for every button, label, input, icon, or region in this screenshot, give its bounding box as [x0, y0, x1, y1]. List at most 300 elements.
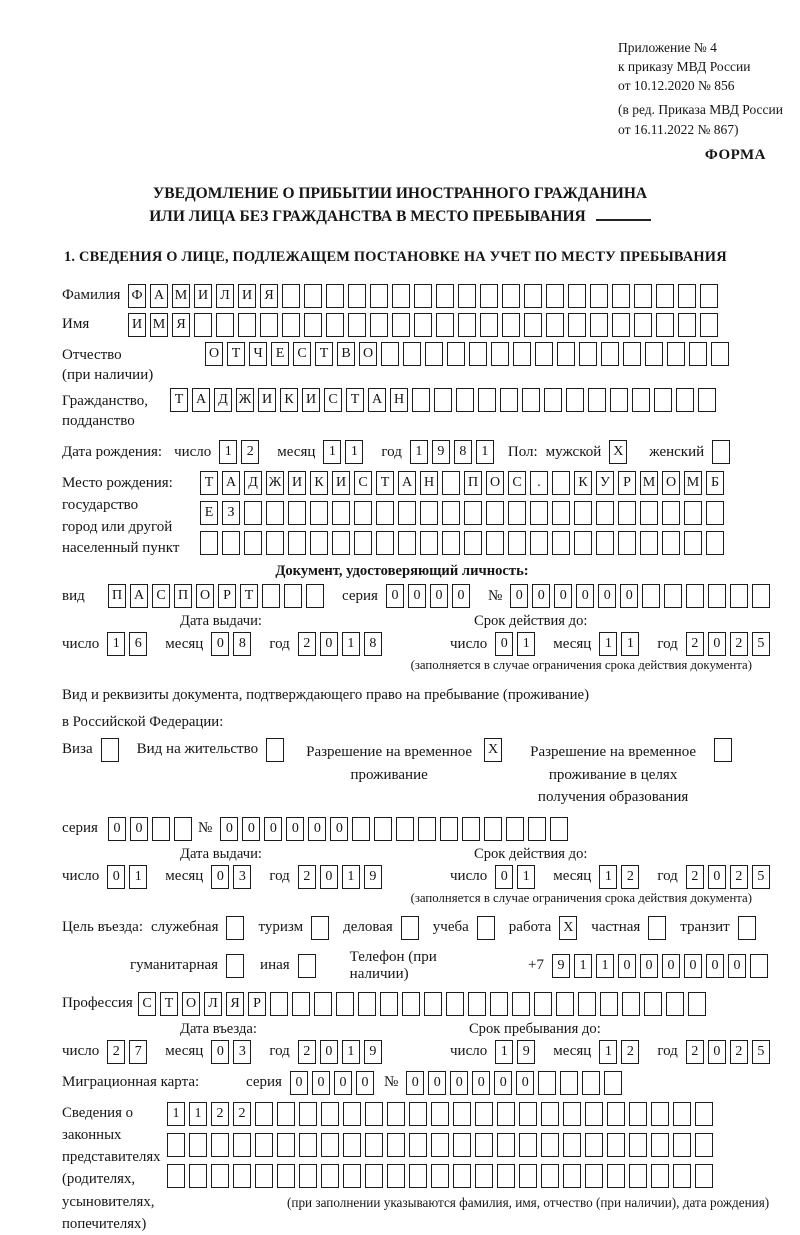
char-cell[interactable]	[282, 313, 300, 337]
char-cell[interactable]	[475, 1102, 493, 1126]
char-cell[interactable]	[414, 284, 432, 308]
char-cell[interactable]	[374, 817, 392, 841]
char-cell[interactable]	[304, 313, 322, 337]
char-cell[interactable]: Ф	[128, 284, 146, 308]
char-cell[interactable]	[634, 284, 652, 308]
char-cell[interactable]	[667, 342, 685, 366]
char-cell[interactable]	[560, 1071, 578, 1095]
char-cell[interactable]	[365, 1133, 383, 1157]
char-cell[interactable]	[686, 584, 704, 608]
char-cell[interactable]	[662, 531, 680, 555]
char-cell[interactable]: О	[662, 471, 680, 495]
stay-day-field[interactable]	[495, 1040, 539, 1064]
char-cell[interactable]: О	[182, 992, 200, 1016]
char-cell[interactable]	[226, 916, 244, 940]
char-cell[interactable]	[442, 531, 460, 555]
char-cell[interactable]: С	[324, 388, 342, 412]
char-cell[interactable]: С	[508, 471, 526, 495]
char-cell[interactable]	[392, 313, 410, 337]
char-cell[interactable]: П	[464, 471, 482, 495]
char-cell[interactable]	[502, 284, 520, 308]
char-cell[interactable]	[640, 531, 658, 555]
char-cell[interactable]	[730, 584, 748, 608]
char-cell[interactable]	[453, 1164, 471, 1188]
char-cell[interactable]: 1	[599, 1040, 617, 1064]
char-cell[interactable]: 8	[454, 440, 472, 464]
temp-residence-education-checkbox[interactable]	[714, 738, 736, 762]
char-cell[interactable]	[738, 916, 756, 940]
char-cell[interactable]	[651, 1164, 669, 1188]
char-cell[interactable]	[298, 954, 316, 978]
char-cell[interactable]	[387, 1133, 405, 1157]
char-cell[interactable]: Т	[346, 388, 364, 412]
char-cell[interactable]	[477, 916, 495, 940]
char-cell[interactable]	[484, 817, 502, 841]
char-cell[interactable]: Т	[240, 584, 258, 608]
temp-residence-checkbox[interactable]	[484, 738, 506, 762]
char-cell[interactable]: 0	[242, 817, 260, 841]
char-cell[interactable]	[508, 531, 526, 555]
char-cell[interactable]	[596, 501, 614, 525]
char-cell[interactable]	[189, 1133, 207, 1157]
char-cell[interactable]	[574, 531, 592, 555]
char-cell[interactable]	[348, 313, 366, 337]
char-cell[interactable]: 9	[364, 865, 382, 889]
char-cell[interactable]: 0	[211, 632, 229, 656]
char-cell[interactable]: И	[238, 284, 256, 308]
char-cell[interactable]	[458, 313, 476, 337]
char-cell[interactable]	[321, 1164, 339, 1188]
char-cell[interactable]	[387, 1164, 405, 1188]
char-cell[interactable]	[629, 1102, 647, 1126]
char-cell[interactable]	[282, 284, 300, 308]
char-cell[interactable]	[700, 313, 718, 337]
char-cell[interactable]	[612, 313, 630, 337]
char-cell[interactable]	[750, 954, 768, 978]
char-cell[interactable]: К	[574, 471, 592, 495]
purpose-business-checkbox[interactable]	[401, 916, 423, 940]
valid-year-field[interactable]	[686, 865, 774, 889]
char-cell[interactable]	[387, 1102, 405, 1126]
char-cell[interactable]	[336, 992, 354, 1016]
char-cell[interactable]	[392, 284, 410, 308]
char-cell[interactable]: Т	[200, 471, 218, 495]
citizenship-field[interactable]	[170, 388, 720, 412]
char-cell[interactable]: 1	[495, 1040, 513, 1064]
char-cell[interactable]	[475, 1133, 493, 1157]
char-cell[interactable]	[211, 1164, 229, 1188]
char-cell[interactable]	[370, 284, 388, 308]
char-cell[interactable]	[568, 313, 586, 337]
firstname-field[interactable]	[128, 313, 722, 337]
char-cell[interactable]: 0	[620, 584, 638, 608]
char-cell[interactable]: 1	[599, 865, 617, 889]
char-cell[interactable]: 0	[554, 584, 572, 608]
char-cell[interactable]	[673, 1164, 691, 1188]
char-cell[interactable]	[420, 531, 438, 555]
residence-series-field[interactable]	[108, 817, 196, 841]
representatives-line-3[interactable]	[167, 1164, 769, 1188]
birth-place-line-3[interactable]	[200, 531, 728, 555]
char-cell[interactable]	[497, 1133, 515, 1157]
char-cell[interactable]	[522, 388, 540, 412]
valid-month-field[interactable]	[599, 632, 643, 656]
char-cell[interactable]	[456, 388, 474, 412]
purpose-other-checkbox[interactable]	[298, 954, 320, 978]
char-cell[interactable]: 1	[517, 865, 535, 889]
char-cell[interactable]: Т	[315, 342, 333, 366]
char-cell[interactable]: 0	[107, 865, 125, 889]
char-cell[interactable]: 9	[364, 1040, 382, 1064]
char-cell[interactable]: 1	[599, 632, 617, 656]
char-cell[interactable]	[519, 1102, 537, 1126]
char-cell[interactable]	[358, 992, 376, 1016]
char-cell[interactable]: 0	[356, 1071, 374, 1095]
char-cell[interactable]: 0	[308, 817, 326, 841]
char-cell[interactable]	[412, 388, 430, 412]
valid-month-field[interactable]	[599, 865, 643, 889]
char-cell[interactable]	[440, 817, 458, 841]
char-cell[interactable]: А	[368, 388, 386, 412]
char-cell[interactable]	[464, 501, 482, 525]
char-cell[interactable]	[431, 1164, 449, 1188]
char-cell[interactable]: 0	[494, 1071, 512, 1095]
char-cell[interactable]: 1	[189, 1102, 207, 1126]
char-cell[interactable]	[222, 531, 240, 555]
char-cell[interactable]	[695, 1133, 713, 1157]
char-cell[interactable]	[632, 388, 650, 412]
char-cell[interactable]: 1	[621, 632, 639, 656]
sex-male-checkbox[interactable]	[609, 440, 631, 464]
char-cell[interactable]: 5	[752, 1040, 770, 1064]
char-cell[interactable]: 0	[708, 632, 726, 656]
char-cell[interactable]	[233, 1133, 251, 1157]
char-cell[interactable]: 0	[211, 1040, 229, 1064]
char-cell[interactable]	[365, 1102, 383, 1126]
char-cell[interactable]	[266, 531, 284, 555]
char-cell[interactable]: 0	[510, 584, 528, 608]
char-cell[interactable]: 0	[320, 865, 338, 889]
char-cell[interactable]: .	[530, 471, 548, 495]
char-cell[interactable]	[343, 1133, 361, 1157]
char-cell[interactable]	[535, 342, 553, 366]
representatives-line-1[interactable]	[167, 1102, 769, 1126]
char-cell[interactable]: 0	[264, 817, 282, 841]
char-cell[interactable]	[200, 531, 218, 555]
char-cell[interactable]: X	[484, 738, 502, 762]
char-cell[interactable]	[541, 1164, 559, 1188]
issue-month-field[interactable]	[211, 865, 255, 889]
char-cell[interactable]: 1	[129, 865, 147, 889]
char-cell[interactable]	[651, 1133, 669, 1157]
char-cell[interactable]	[550, 817, 568, 841]
char-cell[interactable]: 9	[432, 440, 450, 464]
char-cell[interactable]	[500, 388, 518, 412]
char-cell[interactable]	[370, 313, 388, 337]
char-cell[interactable]: Н	[390, 388, 408, 412]
char-cell[interactable]: С	[354, 471, 372, 495]
char-cell[interactable]: Я	[226, 992, 244, 1016]
char-cell[interactable]	[418, 817, 436, 841]
char-cell[interactable]	[299, 1164, 317, 1188]
char-cell[interactable]	[311, 916, 329, 940]
char-cell[interactable]	[656, 313, 674, 337]
char-cell[interactable]	[552, 531, 570, 555]
char-cell[interactable]: И	[288, 471, 306, 495]
char-cell[interactable]	[607, 1164, 625, 1188]
char-cell[interactable]	[310, 501, 328, 525]
char-cell[interactable]: 0	[516, 1071, 534, 1095]
char-cell[interactable]	[712, 440, 730, 464]
char-cell[interactable]	[401, 916, 419, 940]
char-cell[interactable]: А	[222, 471, 240, 495]
char-cell[interactable]	[414, 313, 432, 337]
char-cell[interactable]	[634, 313, 652, 337]
sex-female-checkbox[interactable]	[712, 440, 734, 464]
char-cell[interactable]: 5	[752, 865, 770, 889]
char-cell[interactable]	[563, 1133, 581, 1157]
char-cell[interactable]	[354, 501, 372, 525]
char-cell[interactable]: Е	[271, 342, 289, 366]
issue-day-field[interactable]	[107, 632, 151, 656]
char-cell[interactable]: 0	[320, 1040, 338, 1064]
char-cell[interactable]	[711, 342, 729, 366]
char-cell[interactable]	[678, 313, 696, 337]
char-cell[interactable]	[270, 992, 288, 1016]
residence-number-field[interactable]	[220, 817, 572, 841]
char-cell[interactable]	[563, 1164, 581, 1188]
char-cell[interactable]	[684, 501, 702, 525]
birth-place-line-1[interactable]	[200, 471, 728, 495]
char-cell[interactable]: 1	[342, 865, 360, 889]
char-cell[interactable]	[376, 501, 394, 525]
char-cell[interactable]	[233, 1164, 251, 1188]
char-cell[interactable]	[396, 817, 414, 841]
char-cell[interactable]	[266, 501, 284, 525]
char-cell[interactable]	[174, 817, 192, 841]
char-cell[interactable]	[497, 1102, 515, 1126]
char-cell[interactable]	[260, 313, 278, 337]
char-cell[interactable]: 6	[129, 632, 147, 656]
char-cell[interactable]	[623, 342, 641, 366]
char-cell[interactable]: 8	[233, 632, 251, 656]
char-cell[interactable]	[582, 1071, 600, 1095]
char-cell[interactable]: 1	[107, 632, 125, 656]
char-cell[interactable]	[700, 284, 718, 308]
char-cell[interactable]: Т	[376, 471, 394, 495]
char-cell[interactable]	[244, 501, 262, 525]
char-cell[interactable]: 0	[708, 865, 726, 889]
char-cell[interactable]: 1	[596, 954, 614, 978]
char-cell[interactable]	[376, 531, 394, 555]
char-cell[interactable]	[255, 1133, 273, 1157]
char-cell[interactable]: 0	[728, 954, 746, 978]
purpose-private-checkbox[interactable]	[648, 916, 670, 940]
char-cell[interactable]: М	[150, 313, 168, 337]
char-cell[interactable]: А	[398, 471, 416, 495]
char-cell[interactable]	[566, 388, 584, 412]
char-cell[interactable]	[216, 313, 234, 337]
char-cell[interactable]: 1	[342, 1040, 360, 1064]
char-cell[interactable]: Р	[618, 471, 636, 495]
char-cell[interactable]: А	[150, 284, 168, 308]
char-cell[interactable]: 0	[706, 954, 724, 978]
char-cell[interactable]	[478, 388, 496, 412]
char-cell[interactable]: 2	[298, 865, 316, 889]
char-cell[interactable]	[453, 1102, 471, 1126]
char-cell[interactable]: 0	[386, 584, 404, 608]
visa-checkbox[interactable]	[101, 738, 123, 762]
char-cell[interactable]: 1	[517, 632, 535, 656]
char-cell[interactable]	[552, 471, 570, 495]
doc-number-field[interactable]	[510, 584, 774, 608]
char-cell[interactable]	[656, 284, 674, 308]
char-cell[interactable]	[600, 992, 618, 1016]
char-cell[interactable]: X	[609, 440, 627, 464]
char-cell[interactable]	[211, 1133, 229, 1157]
char-cell[interactable]	[398, 501, 416, 525]
char-cell[interactable]: И	[302, 388, 320, 412]
char-cell[interactable]	[425, 342, 443, 366]
purpose-tourism-checkbox[interactable]	[311, 916, 333, 940]
char-cell[interactable]	[292, 992, 310, 1016]
char-cell[interactable]	[464, 531, 482, 555]
char-cell[interactable]	[673, 1102, 691, 1126]
char-cell[interactable]	[409, 1102, 427, 1126]
char-cell[interactable]	[480, 284, 498, 308]
char-cell[interactable]	[640, 501, 658, 525]
char-cell[interactable]: Б	[706, 471, 724, 495]
issue-year-field[interactable]	[298, 865, 386, 889]
char-cell[interactable]	[607, 1133, 625, 1157]
char-cell[interactable]: 3	[233, 1040, 251, 1064]
char-cell[interactable]	[629, 1164, 647, 1188]
char-cell[interactable]: 0	[598, 584, 616, 608]
char-cell[interactable]: 1	[219, 440, 237, 464]
char-cell[interactable]	[468, 992, 486, 1016]
purpose-study-checkbox[interactable]	[477, 916, 499, 940]
char-cell[interactable]: 0	[708, 1040, 726, 1064]
char-cell[interactable]: 0	[130, 817, 148, 841]
char-cell[interactable]	[446, 992, 464, 1016]
char-cell[interactable]: У	[596, 471, 614, 495]
char-cell[interactable]: Я	[172, 313, 190, 337]
char-cell[interactable]: 3	[233, 865, 251, 889]
purpose-transit-checkbox[interactable]	[738, 916, 760, 940]
char-cell[interactable]: 0	[320, 632, 338, 656]
char-cell[interactable]	[524, 284, 542, 308]
char-cell[interactable]: 0	[684, 954, 702, 978]
char-cell[interactable]	[255, 1164, 273, 1188]
char-cell[interactable]: 1	[476, 440, 494, 464]
char-cell[interactable]	[645, 342, 663, 366]
char-cell[interactable]	[534, 992, 552, 1016]
char-cell[interactable]	[431, 1102, 449, 1126]
char-cell[interactable]	[676, 388, 694, 412]
char-cell[interactable]	[590, 284, 608, 308]
char-cell[interactable]: 0	[211, 865, 229, 889]
char-cell[interactable]	[607, 1102, 625, 1126]
char-cell[interactable]	[442, 501, 460, 525]
char-cell[interactable]	[664, 584, 682, 608]
phone-field[interactable]	[552, 954, 772, 978]
issue-year-field[interactable]	[298, 632, 386, 656]
char-cell[interactable]: 2	[241, 440, 259, 464]
char-cell[interactable]	[321, 1102, 339, 1126]
char-cell[interactable]	[552, 501, 570, 525]
char-cell[interactable]: 0	[334, 1071, 352, 1095]
char-cell[interactable]	[436, 313, 454, 337]
char-cell[interactable]: 2	[621, 1040, 639, 1064]
char-cell[interactable]: 2	[686, 865, 704, 889]
char-cell[interactable]	[299, 1133, 317, 1157]
char-cell[interactable]	[579, 342, 597, 366]
char-cell[interactable]: М	[172, 284, 190, 308]
char-cell[interactable]	[189, 1164, 207, 1188]
char-cell[interactable]: 2	[621, 865, 639, 889]
char-cell[interactable]: Я	[260, 284, 278, 308]
char-cell[interactable]	[544, 388, 562, 412]
char-cell[interactable]: Т	[170, 388, 188, 412]
valid-day-field[interactable]	[495, 865, 539, 889]
char-cell[interactable]: 0	[220, 817, 238, 841]
char-cell[interactable]: 2	[107, 1040, 125, 1064]
patronymic-field[interactable]	[205, 342, 733, 366]
migration-number-field[interactable]	[406, 1071, 626, 1095]
char-cell[interactable]	[462, 817, 480, 841]
char-cell[interactable]: М	[684, 471, 702, 495]
char-cell[interactable]: 0	[406, 1071, 424, 1095]
issue-month-field[interactable]	[211, 632, 255, 656]
char-cell[interactable]	[530, 531, 548, 555]
char-cell[interactable]: З	[222, 501, 240, 525]
char-cell[interactable]: 1	[410, 440, 428, 464]
char-cell[interactable]	[326, 284, 344, 308]
char-cell[interactable]: 0	[472, 1071, 490, 1095]
char-cell[interactable]	[238, 313, 256, 337]
char-cell[interactable]: 7	[129, 1040, 147, 1064]
char-cell[interactable]: 0	[450, 1071, 468, 1095]
char-cell[interactable]	[321, 1133, 339, 1157]
char-cell[interactable]: 0	[452, 584, 470, 608]
char-cell[interactable]	[673, 1133, 691, 1157]
valid-day-field[interactable]	[495, 632, 539, 656]
char-cell[interactable]	[506, 817, 524, 841]
char-cell[interactable]	[420, 501, 438, 525]
char-cell[interactable]: Д	[214, 388, 232, 412]
doc-kind-field[interactable]	[108, 584, 328, 608]
entry-year-field[interactable]	[298, 1040, 386, 1064]
char-cell[interactable]	[519, 1133, 537, 1157]
char-cell[interactable]	[604, 1071, 622, 1095]
char-cell[interactable]	[714, 738, 732, 762]
char-cell[interactable]	[402, 992, 420, 1016]
char-cell[interactable]: И	[194, 284, 212, 308]
char-cell[interactable]: О	[205, 342, 223, 366]
char-cell[interactable]	[288, 501, 306, 525]
char-cell[interactable]	[556, 992, 574, 1016]
char-cell[interactable]: Ж	[266, 471, 284, 495]
char-cell[interactable]	[167, 1164, 185, 1188]
char-cell[interactable]: 2	[211, 1102, 229, 1126]
migration-series-field[interactable]	[290, 1071, 378, 1095]
char-cell[interactable]: К	[310, 471, 328, 495]
char-cell[interactable]: И	[128, 313, 146, 337]
char-cell[interactable]	[654, 388, 672, 412]
char-cell[interactable]	[244, 531, 262, 555]
char-cell[interactable]	[381, 342, 399, 366]
char-cell[interactable]	[596, 531, 614, 555]
